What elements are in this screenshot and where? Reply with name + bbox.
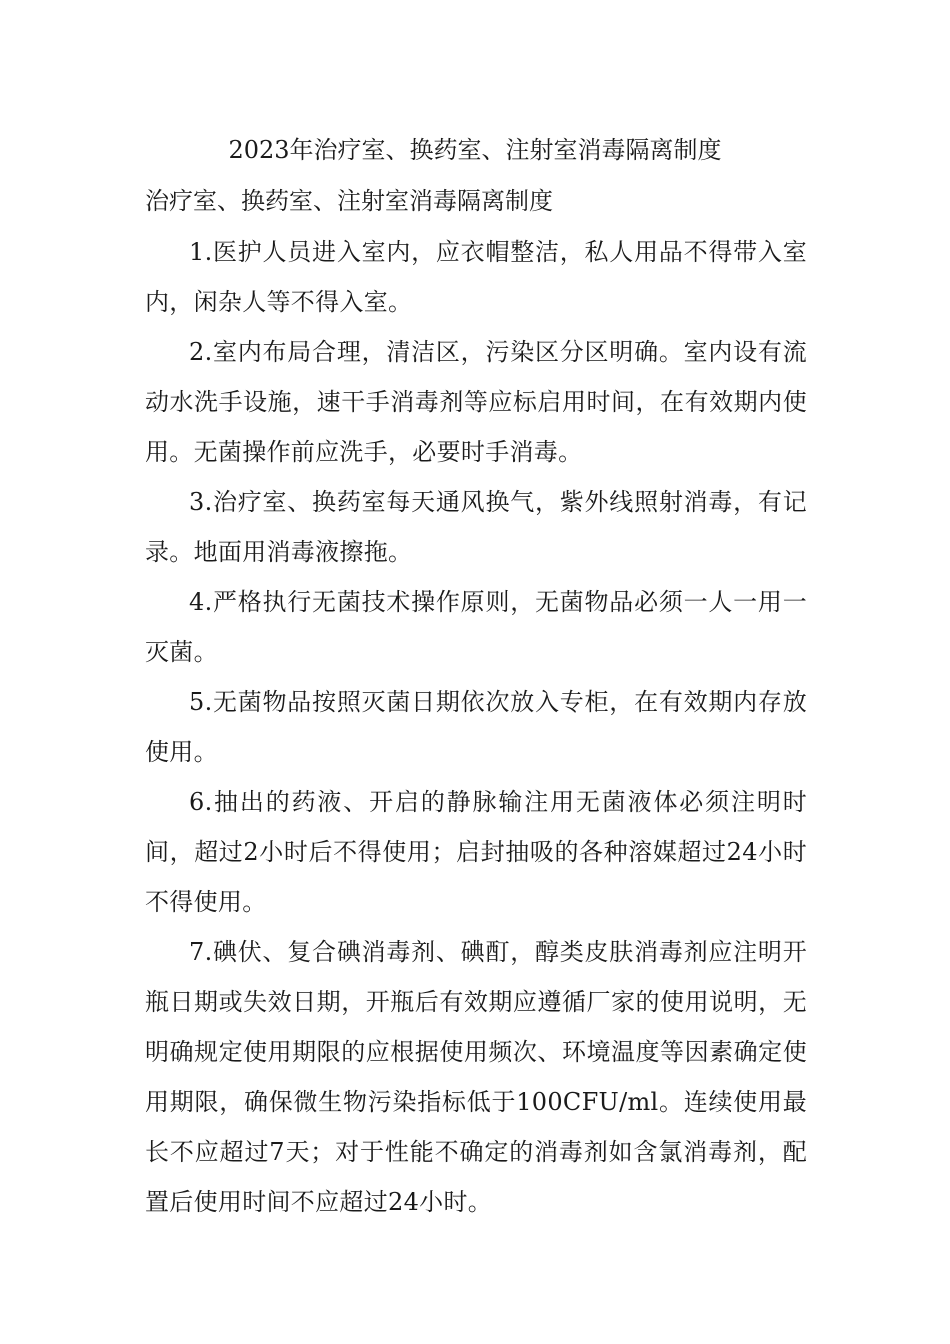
paragraph-5: 5.无菌物品按照灭菌日期依次放入专柜，在有效期内存放使用。 [145, 688, 807, 766]
document-title: 2023年治疗室、换药室、注射室消毒隔离制度 [228, 136, 722, 164]
paragraph-7: 7.碘伏、复合碘消毒剂、碘酊，醇类皮肤消毒剂应注明开瓶日期或失效日期，开瓶后有效期应遵循厂家的使用说明，无明确规定使用期限的应根据使用频次、环境温度等因素确定使用期限，确保微生物污染指标低于100CFU/ml。连续使用最长不应超过7天；对于性能不确定的消毒剂如含氯消毒剂，配置后使用时间不应超过24小时。 [145, 938, 807, 1216]
paragraph-2: 2.室内布局合理，清洁区，污染区分区明确。室内设有流动水洗手设施，速干手消毒剂等应标启用时间，在有效期内使用。无菌操作前应洗手，必要时手消毒。 [145, 338, 807, 466]
paragraph-1: 1.医护人员进入室内，应衣帽整洁，私人用品不得带入室内，闲杂人等不得入室。 [145, 238, 807, 316]
document-body [145, 227, 807, 1227]
paragraph-3: 3.治疗室、换药室每天通风换气，紫外线照射消毒，有记录。地面用消毒液擦拖。 [145, 488, 807, 566]
paragraph-6: 6.抽出的药液、开启的静脉输注用无菌液体必须注明时间，超过2小时后不得使用；启封抽吸的各种溶媒超过24小时不得使用。 [145, 788, 807, 916]
document-subtitle: 治疗室、换药室、注射室消毒隔离制度 [145, 187, 553, 215]
paragraph-4: 4.严格执行无菌技术操作原则，无菌物品必须一人一用一灭菌。 [145, 588, 807, 666]
